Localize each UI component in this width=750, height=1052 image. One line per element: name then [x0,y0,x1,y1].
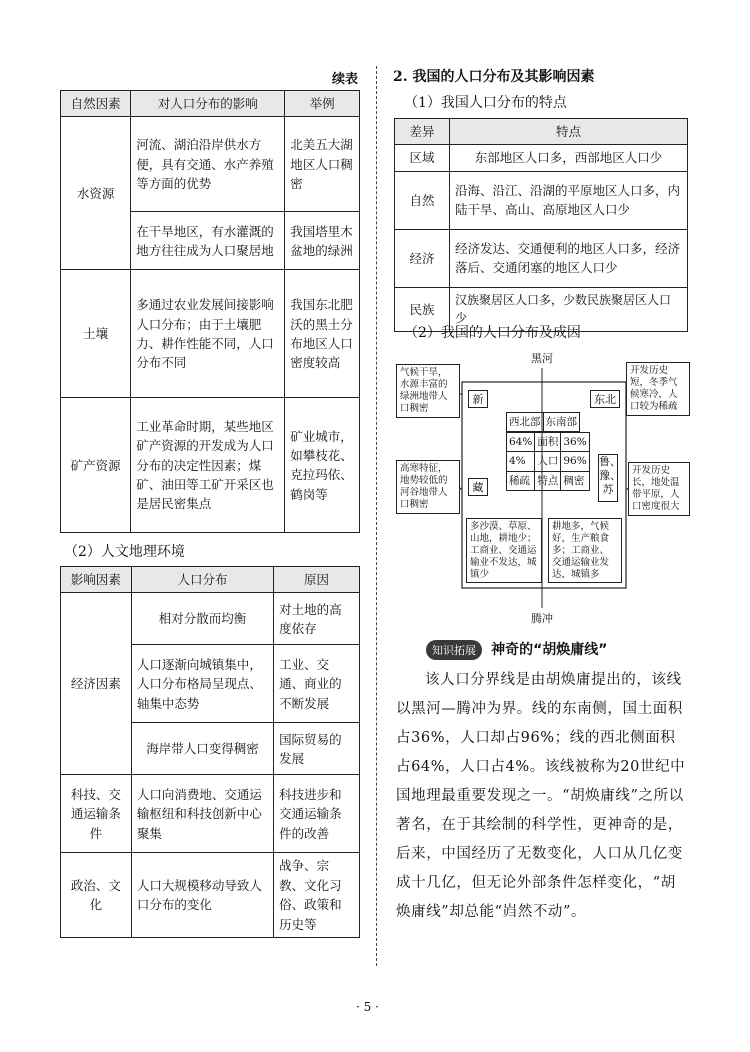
table-cell: 人口大规模移动导致人口分布的变化 [131,853,273,938]
table-cell: 工业、交通、商业的不断发展 [274,645,360,723]
diagram-cell: 4% [507,452,535,471]
table-cell: 在干旱地区，有水灌溉的地方往往成为人口聚居地 [131,212,285,270]
diagram-cell: 特点 [535,471,561,490]
table-cell: 对土地的高度依存 [274,593,360,645]
section-title: 2. 我国的人口分布及其影响因素 [393,69,595,85]
table-cell: 汉族聚居区人口多，少数民族聚居区人口少 [450,287,688,331]
diagram-center-values [506,432,590,491]
table-cell: 自然 [395,171,450,229]
table-header: 举例 [285,91,360,117]
region-xinjiang: 新 [468,390,488,408]
southeast-note: 开发历史长，地处温带平原，人口密度很大 [628,462,690,516]
continued-label: 续表 [332,72,359,87]
table-cell: 河流、湖泊沿岸供水方便，具有交通、水产养殖等方面的优势 [131,117,285,212]
column-divider [376,66,377,966]
region-dongbei: 东北 [590,390,620,408]
human-environment-heading: （2）人文地理环境 [64,544,185,560]
table-cell: 矿产资源 [61,398,131,533]
table-header: 对人口分布的影响 [131,91,285,117]
diagram-cell: 稀疏 [507,471,535,490]
northeast-note: 开发历史短，冬季气候寒冷，人口较为稀疏 [626,362,690,416]
table-cell: 水资源 [61,117,131,270]
table-cell: 科技、交通运输条件 [61,775,132,853]
table-cell: 工业革命时期，某些地区矿产资源的开发成为人口分布的决定性因素；煤矿、油田等工矿开采区也是居民密集点 [131,398,285,533]
table-cell: 土壤 [61,270,131,398]
table-cell: 矿业城市，如攀枝花、克拉玛依、鹤岗等 [285,398,360,533]
features-table [394,118,688,332]
table-header: 差异 [395,119,450,145]
table-cell: 人口向消费地、交通运输枢纽和科技创新中心聚集 [131,775,273,853]
diagram-header-southeast: 东南部 [543,413,580,432]
table-header: 人口分布 [131,567,273,593]
table-header: 特点 [450,119,688,145]
region-tibet: 藏 [468,478,488,496]
city-heihe-label: 黑河 [531,352,553,365]
human-factors-table [60,566,360,938]
table-cell: 相对分散而均衡 [131,593,273,645]
east-characteristics-box: 耕地多，气候好，生产粮食多；工商业、交通运输业发达，城镇多 [548,518,622,583]
table-cell: 多通过农业发展间接影响人口分布；由于土壤肥力、耕作性能不同，人口分布不同 [131,270,285,398]
table-cell: 战争、宗教、文化习俗、政策和历史等 [274,853,360,938]
city-tengchong-label: 腾冲 [531,612,553,625]
table-cell: 东部地区人口多，西部地区人口少 [450,145,688,171]
table-cell: 人口逐渐向城镇集中，人口分布格局呈现点、轴集中态势 [131,645,273,723]
region-lu-yu-su: 鲁、豫、苏 [598,454,618,502]
table-cell: 科技进步和交通运输条件的改善 [274,775,360,853]
diagram-cell: 稠密 [561,471,589,490]
diagram-cell: 面积 [535,433,561,452]
southwest-note: 高寒特征，地势较低的河谷地带人口稠密 [396,460,460,514]
table-cell: 经济发达、交通便利的地区人口多，经济落后、交通闭塞的地区人口少 [450,229,688,287]
table-cell: 北美五大湖地区人口稠密 [285,117,360,212]
table-cell: 我国塔里木盆地的绿洲 [285,212,360,270]
table-header: 影响因素 [61,567,132,593]
table-header: 原因 [274,567,360,593]
table-cell: 沿海、沿江、沿湖的平原地区人口多，内陆干旱、高山、高原地区人口少 [450,171,688,229]
hu-line-diagram [394,350,690,626]
northwest-note: 气候干旱，水源丰富的绿洲地带人口稠密 [396,364,460,418]
knowledge-title: 神奇的“胡焕庸线” [491,642,608,658]
table-cell: 经济 [395,229,450,287]
table-cell: 国际贸易的发展 [274,723,360,775]
diagram-cell: 96% [561,452,589,471]
table-cell: 海岸带人口变得稠密 [131,723,273,775]
knowledge-extension-heading [426,639,608,660]
sub-heading-features: （1）我国人口分布的特点 [404,95,567,111]
knowledge-badge: 知识拓展 [426,640,482,660]
table-header: 自然因素 [61,91,131,117]
table-cell: 我国东北肥沃的黑土分布地区人口密度较高 [285,270,360,398]
table-cell: 区域 [395,145,450,171]
diagram-cell: 人口 [535,452,561,471]
table-cell: 经济因素 [61,593,132,775]
knowledge-paragraph: 该人口分界线是由胡焕庸提出的，该线以黑河—腾冲为界。线的东南侧，国土面积占36%，人口却占96%；线的西北侧面积占64%，人口占4%。该线被称为20世纪中国地理最重要发现之一。“胡焕庸线”之所以著名，在于其绘制的科学性，更神奇的是，后来，中国经历了无数变化，人口从几亿变成十几亿，但无论外部条件怎样变化，“胡焕庸线”却总能“岿然不动”。 [396,672,686,920]
west-characteristics-box: 多沙漠、草原、山地，耕地少；工商业、交通运输业不发达，城镇少 [466,518,542,583]
table-cell: 民族 [395,287,450,331]
diagram-center-table [506,412,580,432]
diagram-header-northwest: 西北部 [507,413,544,432]
diagram-cell: 64% [507,433,535,452]
sub-heading-distribution: （2）我国的人口分布及成因 [404,325,581,341]
natural-factors-table [60,90,360,533]
diagram-cell: 36% [561,433,589,452]
table-cell: 政治、文化 [61,853,132,938]
page-number: · 5 · [356,1000,379,1014]
